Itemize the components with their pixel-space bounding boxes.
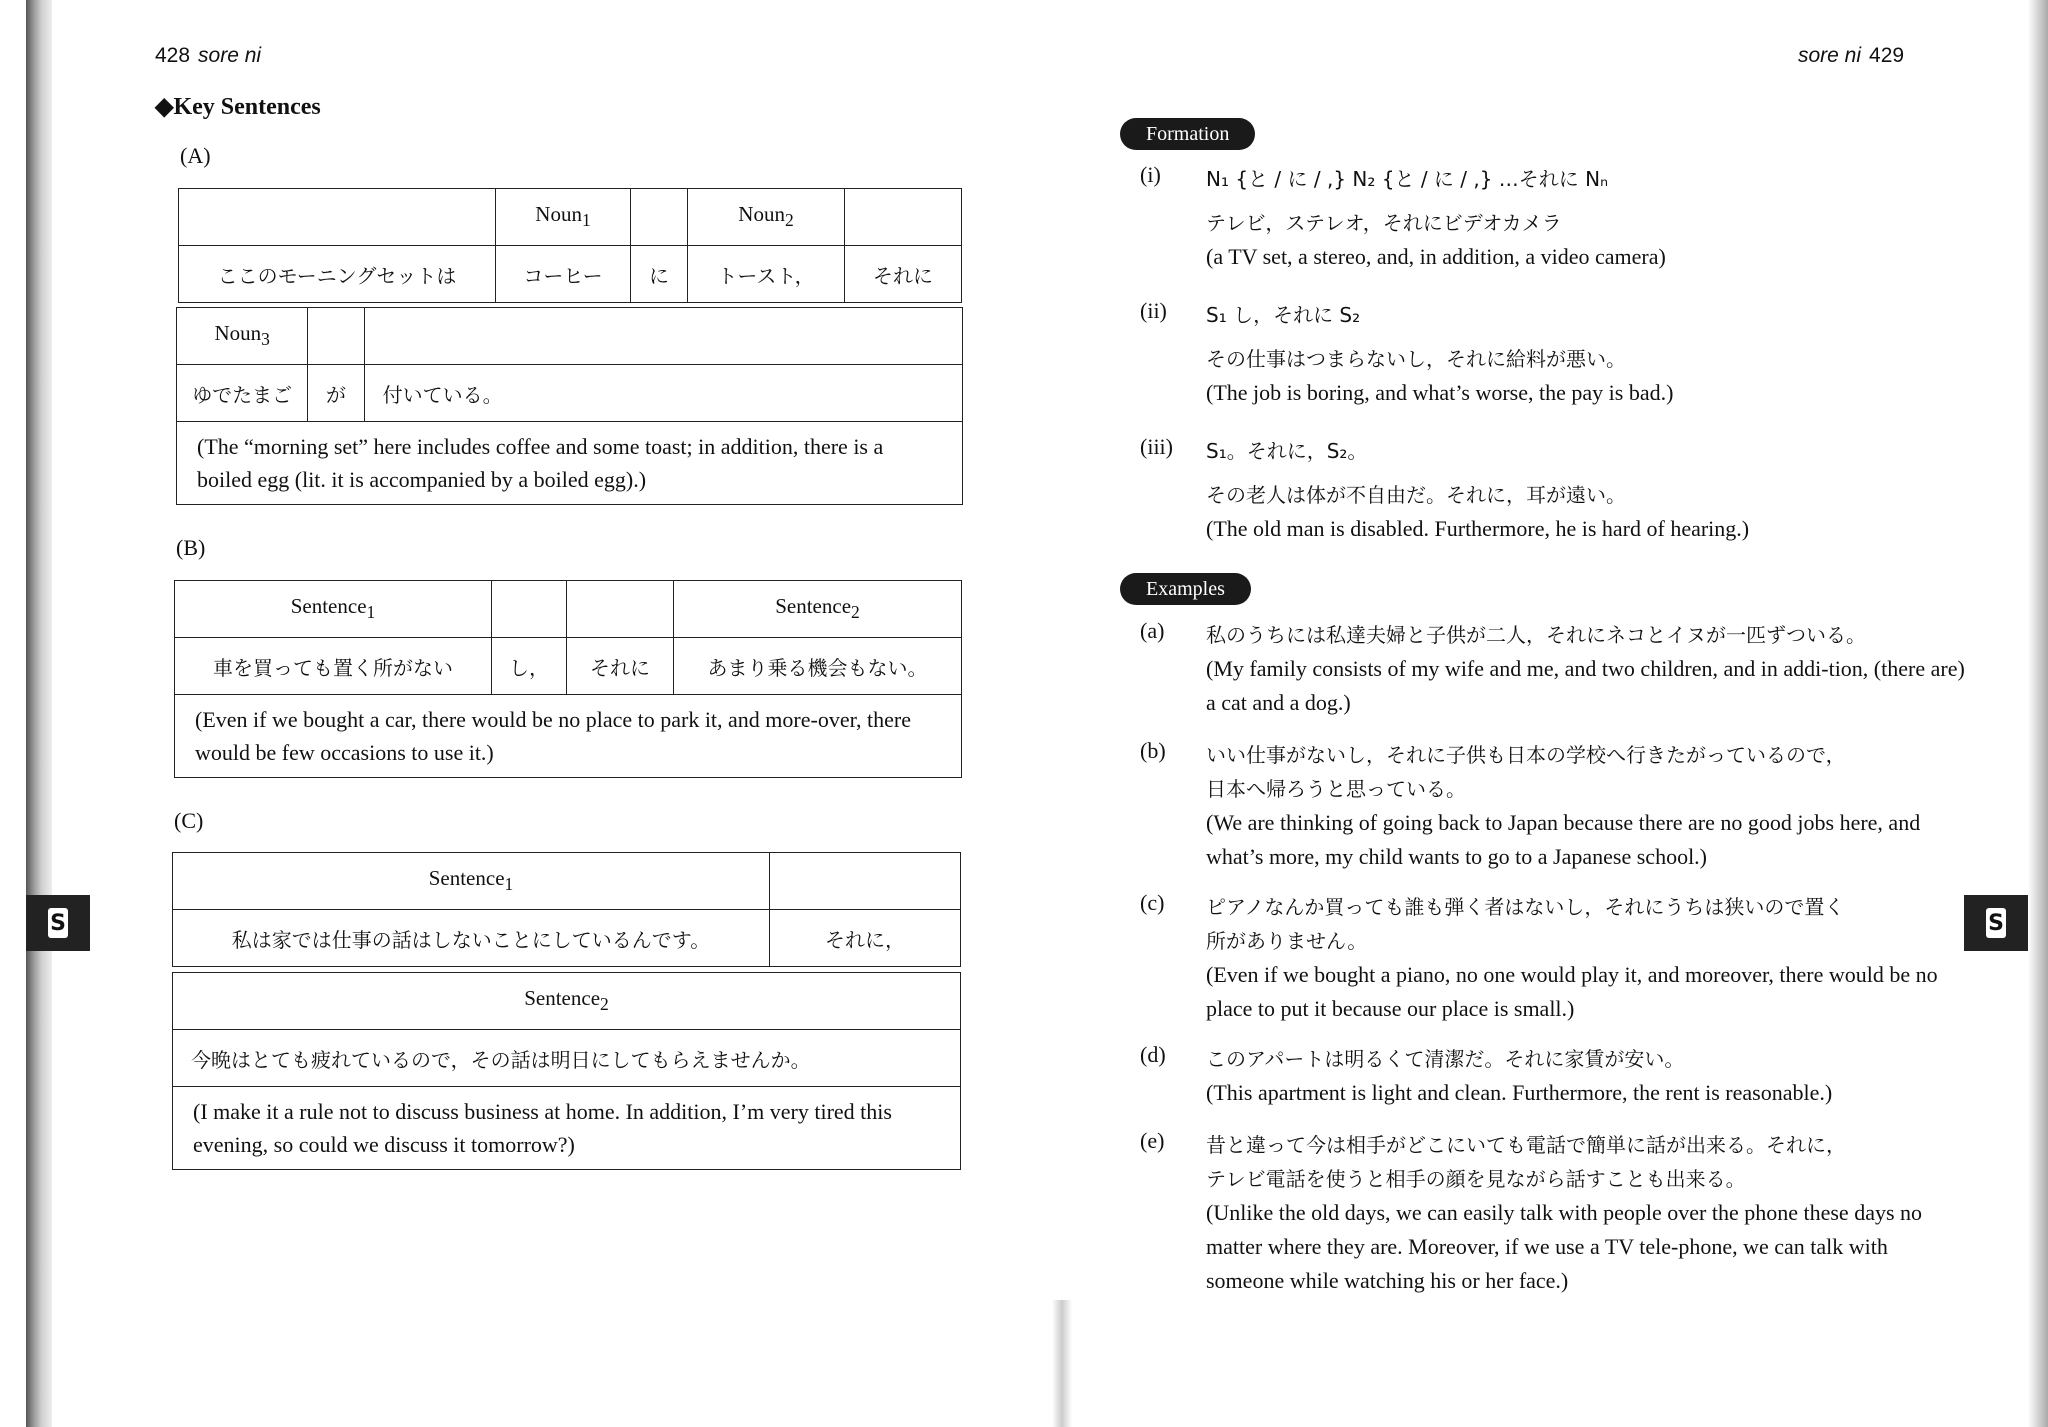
example-en: (a TV set, a stereo, and, in addition, a video camera) — [1206, 244, 1666, 269]
key-sentence-c-table-top — [172, 852, 961, 967]
empty-cell — [308, 308, 364, 365]
key-sentences-heading: ◆Key Sentences — [155, 94, 321, 120]
empty-cell — [492, 581, 567, 638]
item-number: (i) — [1140, 162, 1161, 187]
key-sentence-a-table-top — [178, 188, 962, 303]
key-sentence-c-table-bottom — [172, 972, 961, 1170]
key-sentence-b-table — [174, 580, 962, 778]
translation-c: (I make it a rule not to discuss business at home. In addition, I’m very tired this evening, so could we discuss it tomorrow?) — [173, 1087, 961, 1170]
running-head-title: sore ni — [1798, 44, 1862, 67]
empty-cell — [364, 308, 962, 365]
running-head-title: sore ni — [198, 44, 262, 67]
example-jp: テレビ電話を使うと相手の顔を見ながら話すことも出来る。 — [1206, 1167, 1746, 1191]
sentence1-header: Sentence$_1$ — [175, 581, 492, 638]
pattern: S₁。それに，S₂。 — [1206, 439, 1368, 463]
key-sentence-label-c: (C) — [174, 808, 204, 833]
empty-cell — [179, 189, 496, 246]
example-jp: いい仕事がないし，それに子供も日本の学校へ行きたがっているので， — [1206, 743, 1846, 767]
cell: 車を買っても置く所がない — [175, 638, 492, 695]
page-number: 428 — [155, 44, 191, 67]
item-number: (iii) — [1140, 434, 1173, 459]
noun1-header: Noun$_1$ — [496, 189, 631, 246]
pattern: S₁ し，それに S₂ — [1206, 303, 1361, 327]
translation-b: (Even if we bought a car, there would be no place to park it, and more-over, there would be few occasions to use it.) — [175, 695, 962, 778]
cell: ゆでたまご — [177, 365, 308, 422]
running-head-left — [155, 44, 269, 68]
item-number: (c) — [1140, 890, 1165, 915]
example-jp: 私のうちには私達夫婦と子供が二人，それにネコとイヌが一匹ずついる。 — [1206, 623, 1866, 647]
noun3-header: Noun$_3$ — [177, 308, 308, 365]
cell: 私は家では仕事の話はしないことにしているんです。 — [173, 910, 770, 967]
empty-cell — [631, 189, 688, 246]
tab-letter: S — [1986, 908, 2006, 938]
cell: 付いている。 — [364, 365, 962, 422]
key-sentence-a-table-bottom — [176, 307, 963, 505]
pattern: N₁ {と / に / ,} N₂ {と / に / ,} …それに Nₙ — [1206, 167, 1609, 191]
page-edge-shadow — [26, 0, 52, 1427]
example-en: (Unlike the old days, we can easily talk with people over the phone these days no matter where they are. Moreover, if we use a TV tele-phone, we can talk with someone while watching his or her face.) — [1206, 1200, 1923, 1293]
right-page — [1060, 0, 2048, 1427]
empty-cell — [845, 189, 962, 246]
cell: ここのモーニングセットは — [179, 246, 496, 303]
sentence2-header: Sentence$_2$ — [173, 973, 961, 1030]
item-number: (ii) — [1140, 298, 1167, 323]
example-jp: 所がありません。 — [1206, 929, 1368, 953]
cell: あまり乗る機会もない。 — [674, 638, 962, 695]
example-en: (The job is boring, and what’s worse, the pay is bad.) — [1206, 380, 1674, 405]
cell: それに， — [770, 910, 961, 967]
noun2-header: Noun$_2$ — [688, 189, 845, 246]
example-en: (The old man is disabled. Furthermore, he is hard of hearing.) — [1206, 516, 1750, 541]
translation-a: (The “morning set” here includes coffee and some toast; in addition, there is a boiled egg (lit. it is accompanied by a boiled egg).) — [177, 422, 963, 505]
key-sentence-label-a: (A) — [180, 143, 211, 168]
examples-heading: Examples — [1120, 573, 1251, 605]
item-number: (e) — [1140, 1128, 1165, 1153]
running-head-right — [1790, 44, 1904, 68]
cell: トースト， — [688, 246, 845, 303]
empty-cell — [770, 853, 961, 910]
sentence1-header: Sentence$_1$ — [173, 853, 770, 910]
example-en: (My family consists of my wife and me, and two children, and in addi-tion, (there are) a cat and a dog.) — [1206, 656, 1965, 715]
sentence2-header: Sentence$_2$ — [674, 581, 962, 638]
example-jp: その仕事はつまらないし，それに給料が悪い。 — [1206, 347, 1626, 371]
cell: に — [631, 246, 688, 303]
example-jp: 日本へ帰ろうと思っている。 — [1206, 777, 1466, 801]
page-number: 429 — [1869, 44, 1905, 67]
example-en: (Even if we bought a piano, no one would play it, and moreover, there would be no place to put it because our place is small.) — [1206, 962, 1938, 1021]
example-jp: テレビ，ステレオ，それにビデオカメラ — [1206, 211, 1562, 235]
formation-heading: Formation — [1120, 118, 1255, 150]
empty-cell — [567, 581, 674, 638]
cell: 今晩はとても疲れているので，その話は明日にしてもらえませんか。 — [173, 1030, 961, 1087]
cell: コーヒー — [496, 246, 631, 303]
example-jp: 昔と違って今は相手がどこにいても電話で簡単に話が出来る。それに， — [1206, 1133, 1846, 1157]
cell: が — [308, 365, 364, 422]
section-tab-s — [26, 895, 90, 951]
example-jp: ピアノなんか買っても誰も弾く者はないし，それにうちは狭いので置く — [1206, 895, 1845, 919]
cell: し， — [492, 638, 567, 695]
example-jp: その老人は体が不自由だ。それに，耳が遠い。 — [1206, 483, 1626, 507]
example-en: (We are thinking of going back to Japan because there are no good jobs here, and what’s more, my child wants to go to a Japanese school.) — [1206, 810, 1921, 869]
example-en: (This apartment is light and clean. Furthermore, the rent is reasonable.) — [1206, 1080, 1833, 1105]
example-jp: このアパートは明るくて清潔だ。それに家賃が安い。 — [1206, 1047, 1685, 1071]
item-number: (a) — [1140, 618, 1165, 643]
tab-letter: S — [48, 908, 68, 938]
cell: それに — [567, 638, 674, 695]
item-number: (b) — [1140, 738, 1166, 763]
item-number: (d) — [1140, 1042, 1166, 1067]
key-sentence-label-b: (B) — [176, 535, 206, 560]
cell: それに — [845, 246, 962, 303]
